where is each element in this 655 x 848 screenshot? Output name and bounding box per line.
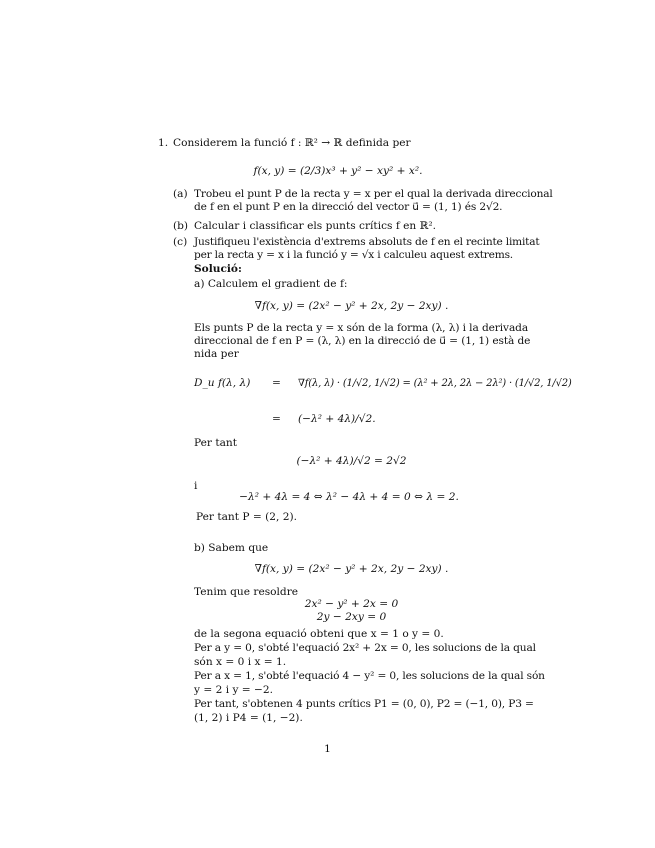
dd-row2: (−λ² + 4λ)/√2. [298,413,376,425]
result-a: Per tant P = (2, 2). [196,511,297,523]
dd-lhs: D_u f(λ, λ) [194,377,251,389]
system-eq-2: 2y − 2xy = 0 [316,611,387,623]
equation-a: (−λ² + 4λ)/√2 = 2√2 [296,455,407,467]
solution-heading: Solució: [194,263,242,275]
gradient-formula-b: ∇f(x, y) = (2x² − y² + 2x, 2y − 2xy) . [254,563,449,575]
solution-b-text-1: de la segona equació obteni que x = 1 o y = 0. [194,628,444,640]
dd-row1: ∇f(λ, λ) · (1/√2, 1/√2) = (λ² + 2λ, 2λ − 2λ²) · (1/√2, 1/√2) [298,378,572,389]
part-a-label: (a) [173,188,188,200]
gradient-formula: ∇f(x, y) = (2x² − y² + 2x, 2y − 2xy) . [254,300,449,312]
solution-a-text-1: Els punts P de la recta y = x són de la forma (λ, λ) i la derivada [194,322,529,334]
solution-b-text-7: (1, 2) i P4 = (1, −2). [194,712,303,724]
solution-b-intro: b) Sabem que [194,542,269,554]
part-c-line2: per la recta y = x i la funció y = √x i calculeu aquest extrems. [194,249,513,261]
i-word: i [194,480,198,492]
part-b-label: (b) [173,220,189,232]
solution-a-intro: a) Calculem el gradient de f: [194,278,348,290]
solution-b-text-3: són x = 0 i x = 1. [194,656,287,668]
per-tant-1: Per tant [194,437,238,449]
resolve-text: Tenim que resoldre [194,586,299,598]
part-c-line1: Justifiqueu l'existència d'extrems absoluts de f en el recinte limitat [194,236,540,248]
problem-intro: Considerem la funció f : ℝ² → ℝ definida per [173,137,411,149]
part-a-line2: de f en el punt P en la direcció del vector u⃗ = (1, 1) és 2√2. [194,201,503,213]
part-b-line1: Calcular i classificar els punts crítics f en ℝ². [194,220,436,232]
solution-b-text-2: Per a y = 0, s'obté l'equació 2x² + 2x = 0, les solucions de la qual [194,642,536,654]
solution-a-text-2: direccional de f en P = (λ, λ) en la direcció de u⃗ = (1, 1) està de [194,335,531,347]
part-a-line1: Trobeu el punt P de la recta y = x per el qual la derivada direccional [194,188,553,200]
system-eq-1: 2x² − y² + 2x = 0 [304,598,399,610]
equation-b: −λ² + 4λ = 4 ⇔ λ² − 4λ + 4 = 0 ⇔ λ = 2. [239,491,459,503]
function-definition: f(x, y) = (2/3)x³ + y² − xy² + x². [253,165,423,177]
part-c-label: (c) [173,236,188,248]
solution-b-text-5: y = 2 i y = −2. [194,684,274,696]
solution-b-text-4: Per a x = 1, s'obté l'equació 4 − y² = 0, les solucions de la qual són [194,670,545,682]
problem-number: 1. [158,137,169,149]
solution-b-text-6: Per tant, s'obtenen 4 punts crítics P1 = (0, 0), P2 = (−1, 0), P3 = [194,698,534,710]
dd-eq-2: = [272,413,281,425]
page-number: 1 [324,743,331,755]
dd-eq-1: = [272,377,281,389]
solution-a-text-3: nida per [194,348,239,360]
